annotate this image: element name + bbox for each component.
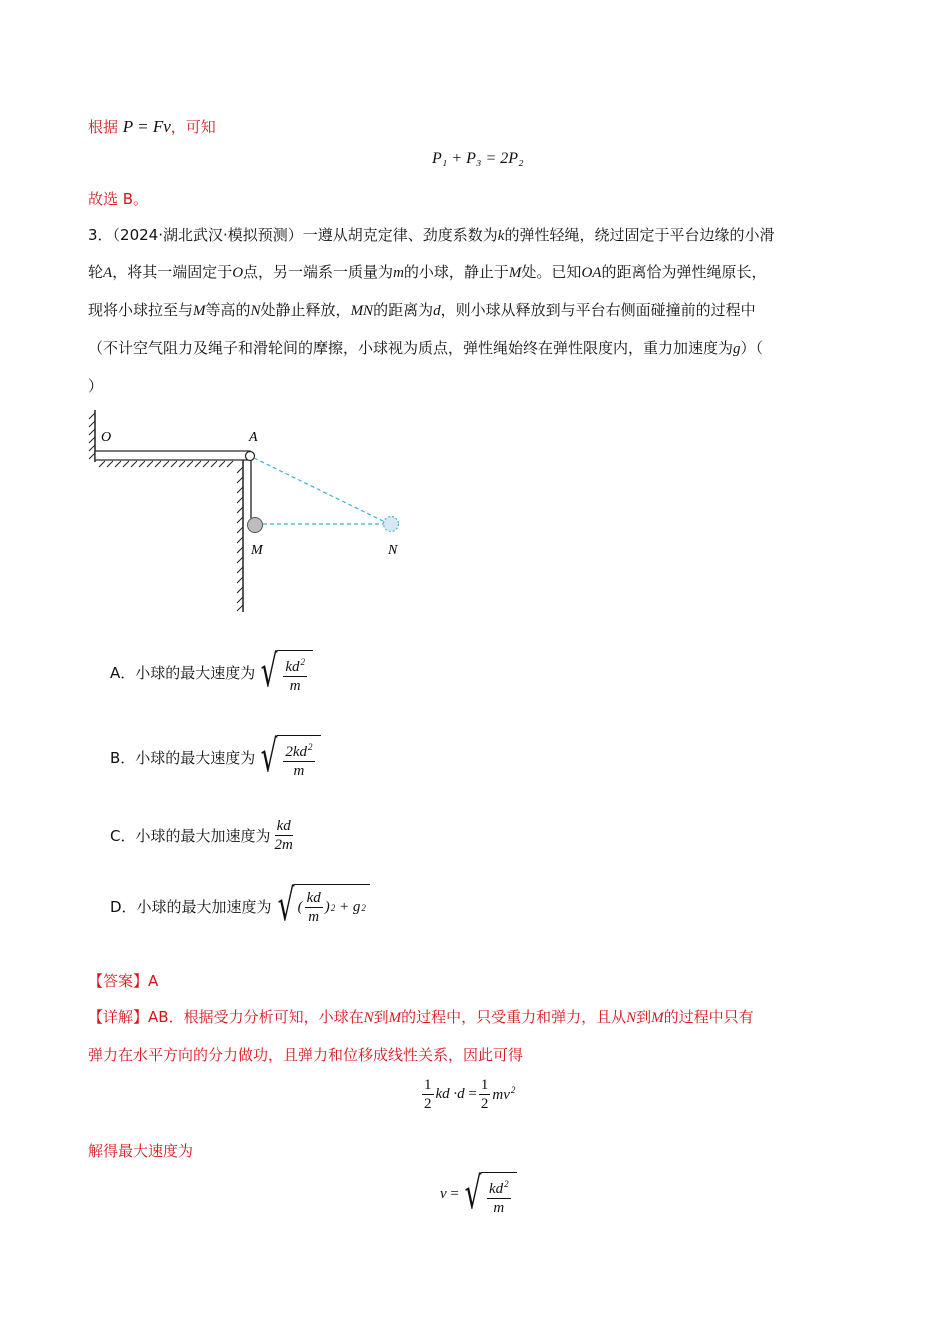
var: g — [733, 341, 741, 357]
var: O — [232, 265, 244, 281]
var: k — [497, 228, 505, 244]
text: 的弹性轻绳，绕过固定于平台边缘的小滑 — [504, 226, 775, 244]
left-wall-hatch — [89, 413, 95, 459]
sqrt-formula: √ $\frac{kd^2}{m}$ — [255, 650, 313, 695]
var: M — [388, 1010, 402, 1026]
pulley — [246, 452, 255, 461]
text: 的距离为 — [373, 301, 434, 319]
sqrt-formula: √ ( $\frac{kd}{m}$ ) 2 + g 2 — [272, 884, 370, 928]
fraction-formula: $\frac{kd}{2m}$ — [274, 818, 293, 853]
text: （不计空气阻力及绳子和滑轮间的摩擦，小球视为质点，弹性绳始终在弹性限度内，重力加速度为 — [88, 339, 734, 357]
energy-equation: $\frac{1}{2}$ kd ·d = $\frac{1}{2}$ $mv^2$ — [424, 1077, 516, 1112]
text: 处。已知 — [521, 263, 582, 281]
detail-line-2: 弹力在水平方向的分力做功，且弹力和位移成线性关系，因此可得 — [88, 1046, 524, 1064]
text: ）（ — [740, 339, 764, 357]
text: 到 — [636, 1008, 652, 1026]
ball-m — [248, 518, 263, 533]
var: OA — [581, 265, 602, 281]
text: 的小球，静止于 — [403, 263, 509, 281]
question-number: 3． — [88, 226, 113, 244]
question-line-4 — [88, 338, 763, 359]
text: ，则小球从释放到与平台右侧面碰撞前的过程中 — [440, 301, 756, 319]
text: 处静止释放， — [260, 301, 351, 319]
text: 的过程中，只受重力和弹力，且从 — [401, 1008, 627, 1026]
result-equation: v = √ $\frac{kd^2}{m}$ — [440, 1172, 517, 1217]
text: 根据 — [88, 118, 119, 136]
dashed-rope-an — [254, 458, 387, 523]
choose-text: 故选 B。 — [88, 190, 149, 208]
text: ，将其一端固定于 — [112, 263, 233, 281]
ball-n — [384, 517, 399, 532]
question-line-5: ） — [88, 377, 104, 395]
var: d — [433, 303, 441, 319]
label-o: O — [101, 430, 112, 445]
text: 等高的 — [205, 301, 251, 319]
label-a: A — [249, 430, 258, 445]
var: M — [651, 1010, 664, 1026]
var: M — [508, 265, 522, 281]
var: N — [626, 1010, 637, 1026]
label-n: N — [388, 543, 398, 558]
text: 的距离恰为弹性绳原长， — [601, 263, 767, 281]
option-c[interactable] — [110, 817, 297, 854]
option-d-text: D．小球的最大加速度为 — [110, 897, 272, 916]
text: 点，另一端系一质量为 — [243, 263, 394, 281]
var: M — [193, 303, 206, 319]
option-d[interactable] — [110, 880, 370, 931]
var: MN — [350, 303, 374, 319]
equation-p: P₁ + P₃ = 2P₂ — [432, 150, 524, 167]
platform — [95, 451, 250, 460]
text-line — [88, 117, 216, 137]
formula: P = Fv — [122, 117, 171, 136]
detail-line-1 — [88, 1007, 754, 1028]
var: m — [393, 265, 404, 281]
physics-diagram — [85, 405, 425, 620]
platform-hatch — [99, 461, 233, 467]
option-b[interactable] — [110, 731, 321, 782]
option-a[interactable] — [110, 646, 313, 697]
question-line-2 — [88, 262, 766, 283]
text: 的过程中只有 — [663, 1008, 754, 1026]
var: N — [250, 303, 261, 319]
text: 轮 — [88, 263, 104, 281]
question-line-1 — [88, 225, 774, 246]
sqrt-formula: √ $\frac{2kd^2}{m}$ — [255, 735, 320, 780]
detail-tag: 【详解】 — [88, 1008, 149, 1026]
answer-tag: 【答案】A — [88, 972, 159, 990]
text: 现将小球拉至与 — [88, 301, 194, 319]
option-a-text: A．小球的最大速度为 — [110, 664, 256, 682]
vertical-wall-hatch — [237, 467, 243, 611]
text: （2024·湖北武汉·模拟预测）一遵从胡克定律、劲度系数为 — [112, 226, 498, 244]
var: N — [363, 1010, 374, 1026]
text: ，可知 — [170, 118, 216, 136]
question-line-3 — [88, 300, 756, 321]
option-c-text: C．小球的最大加速度为 — [110, 827, 271, 845]
var: A — [103, 265, 113, 281]
label-m: M — [251, 543, 263, 558]
text: 到 — [373, 1008, 389, 1026]
solve-text: 解得最大速度为 — [88, 1142, 194, 1160]
text: AB．根据受力分析可知，小球在 — [148, 1008, 364, 1026]
option-b-text: B．小球的最大速度为 — [110, 749, 256, 767]
